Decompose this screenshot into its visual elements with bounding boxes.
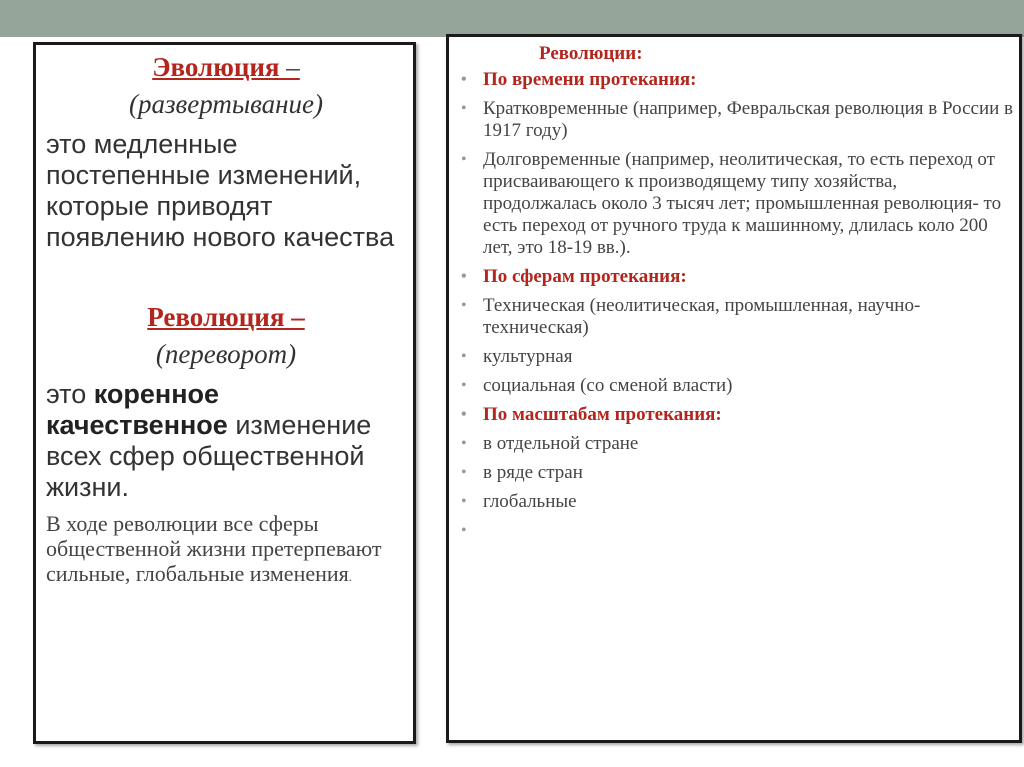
evolution-definition: это медленные постепенные изменений, которые приводят появлению нового качества xyxy=(46,129,395,252)
list-item xyxy=(459,295,1014,339)
evolution-term-text: Эволюция xyxy=(152,52,280,82)
list-item-text: в ряде стран xyxy=(483,462,583,483)
top-bar xyxy=(0,0,1024,37)
list-heading xyxy=(459,404,1014,426)
list-item xyxy=(459,149,1014,259)
right-content xyxy=(459,43,1014,539)
list-item xyxy=(459,346,1014,368)
revolution-note-text: В ходе революции все сферы общественной жизни претерпевают сильные, глобальные изменения xyxy=(46,511,382,586)
list-item-text: социальная (со сменой власти) xyxy=(483,375,733,396)
revolutions-panel xyxy=(446,34,1022,743)
revolutions-title: Революции: xyxy=(539,43,643,64)
list-item-text: По времени протекания: xyxy=(483,69,697,90)
bullet-icon: • xyxy=(461,100,467,117)
evolution-paren: (развертывание) xyxy=(128,89,324,119)
bullet-icon: • xyxy=(461,406,467,423)
revolution-definition xyxy=(46,379,406,503)
list-item-text: глобальные xyxy=(483,491,577,512)
list-heading xyxy=(459,266,1014,288)
bullet-icon: • xyxy=(461,377,467,394)
list-item xyxy=(459,491,1014,513)
bullet-icon: • xyxy=(461,268,467,285)
revolution-term: Революция – xyxy=(147,302,305,332)
revolutions-list xyxy=(459,69,1014,539)
revolution-def-bold: коренное качественное xyxy=(46,379,228,440)
list-item-text: По сферам протекания: xyxy=(483,266,687,287)
revolution-paren: (переворот) xyxy=(155,339,297,369)
list-item xyxy=(459,98,1014,142)
list-item-text: Техническая (неолитическая, промышленная, научно- техническая) xyxy=(483,295,921,338)
list-heading xyxy=(459,69,1014,91)
evolution-term xyxy=(46,51,406,84)
bullet-icon: • xyxy=(461,522,467,539)
bullet-icon: • xyxy=(461,464,467,481)
left-content xyxy=(46,51,406,589)
list-item xyxy=(459,462,1014,484)
revolution-def-post: изменение всех сфер общественной жизни. xyxy=(46,410,372,502)
revolution-note xyxy=(46,511,406,589)
bullet-icon: • xyxy=(461,348,467,365)
list-item xyxy=(459,433,1014,455)
bullet-icon: • xyxy=(461,71,467,88)
evolution-dash: – xyxy=(279,52,300,82)
list-item-text: Кратковременные (например, Февральская революция в России в 1917 году) xyxy=(483,98,1013,141)
list-item xyxy=(459,375,1014,397)
list-item-text: культурная xyxy=(483,346,573,367)
bullet-icon: • xyxy=(461,493,467,510)
note-period: . xyxy=(348,569,353,584)
list-item-text: По масштабам протекания: xyxy=(483,404,722,425)
list-item-text: Долговременные (например, неолитическая, то есть переход от присваивающего к производящему типу хозяйства, продолжалась около 3 тысяч лет; промышленная революция- то есть переход от ручного труда к машинному, длилась коло 200 лет, это 18-19 вв.). xyxy=(483,149,1002,258)
revolution-def-pre: это xyxy=(46,379,94,409)
evolution-revolution-panel xyxy=(33,42,416,744)
bullet-icon: • xyxy=(461,297,467,314)
bullet-icon: • xyxy=(461,435,467,452)
list-item-text: в отдельной стране xyxy=(483,433,639,454)
bullet-icon: • xyxy=(461,151,467,168)
